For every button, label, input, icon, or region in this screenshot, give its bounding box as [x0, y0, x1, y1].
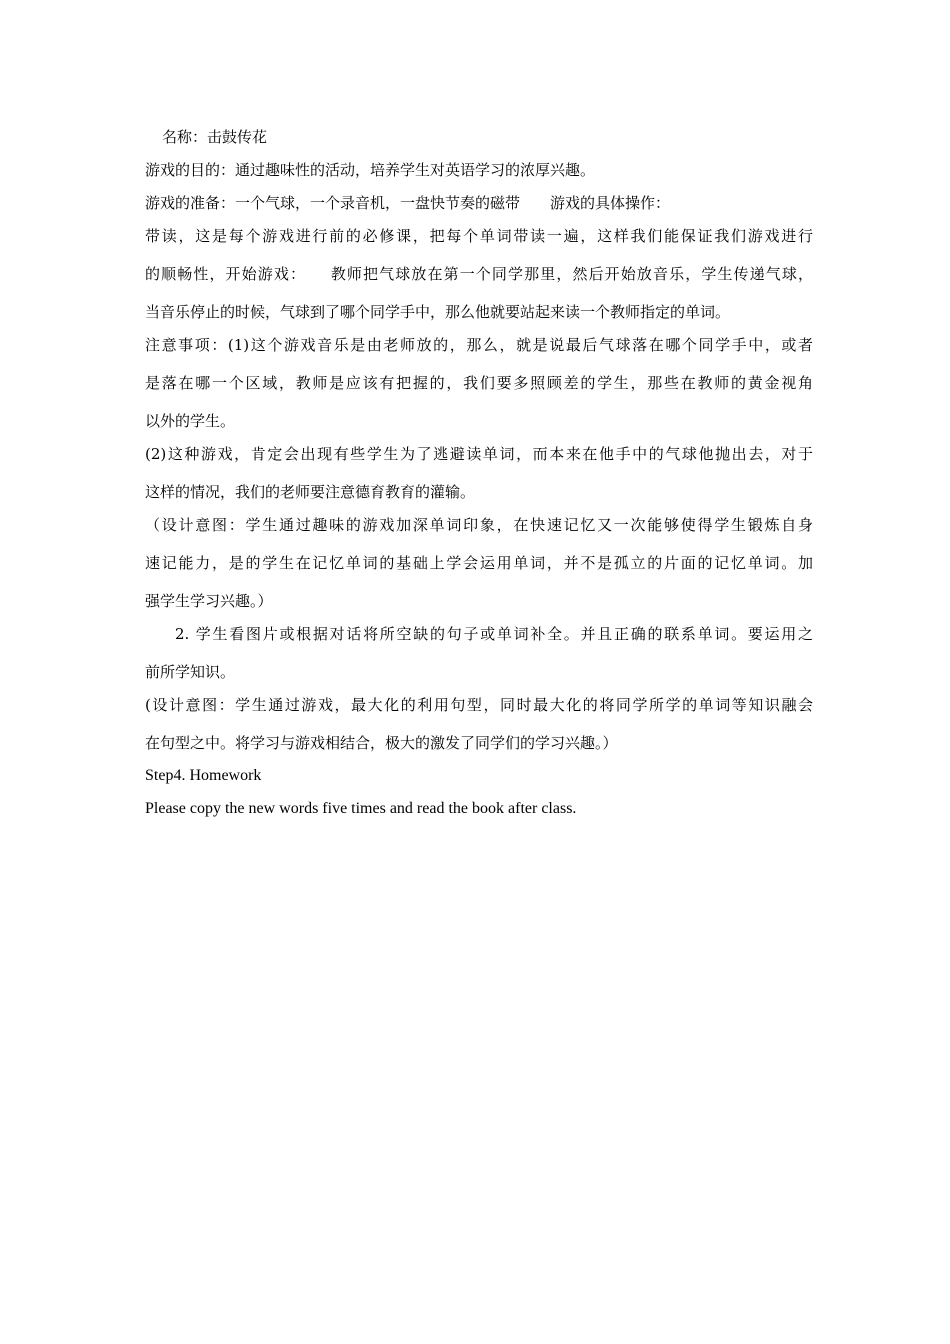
game-purpose-line: 游戏的目的：通过趣味性的活动，培养学生对英语学习的浓厚兴趣。: [145, 161, 596, 179]
game-name-line: 名称：击鼓传花: [162, 128, 268, 146]
procedure-line-1: 带读，这是每个游戏进行前的必修课，把每个单词带读一遍，这样我们能保证我们游戏进行: [145, 227, 813, 245]
procedure-line-2: 的顺畅性，开始游戏： 教师把气球放在第一个同学那里，然后开始放音乐，学生传递气球，: [145, 265, 813, 283]
activity-2-line-2: 前所学知识。: [145, 663, 236, 681]
homework-heading: Step4. Homework: [145, 767, 262, 784]
design-intent-1-line-2: 速记能力，是的学生在记忆单词的基础上学会运用单词，并不是孤立的片面的记忆单词。加: [145, 554, 813, 572]
game-preparation-line: 游戏的准备：一个气球，一个录音机，一盘快节奏的磁带 游戏的具体操作：: [145, 194, 671, 212]
notes-line-1: 注意事项：(1)这个游戏音乐是由老师放的，那么，就是说最后气球落在哪个同学手中，或者: [145, 336, 813, 354]
design-intent-1-line-1: （设计意图：学生通过趣味的游戏加深单词印象，在快速记忆又一次能够使得学生锻炼自身: [145, 516, 813, 534]
notes-line-3: 以外的学生。: [145, 412, 236, 430]
design-intent-1-line-3: 强学生学习兴趣。）: [145, 592, 273, 610]
document-body: [145, 123, 813, 819]
notes-line-2: 是落在哪一个区域，教师是应该有把握的，我们要多照顾差的学生，那些在教师的黄金视角: [145, 374, 813, 392]
notes-2-line-2: 这样的情况，我们的老师要注意德育教育的灌输。: [145, 483, 476, 501]
procedure-line-3: 当音乐停止的时候，气球到了哪个同学手中，那么他就要站起来读一个教师指定的单词。: [145, 303, 731, 321]
design-intent-2-line-2: 在句型之中。将学习与游戏相结合，极大的激发了同学们的学习兴趣。）: [145, 734, 618, 752]
activity-2-line-1: 2. 学生看图片或根据对话将所空缺的句子或单词补全。并且正确的联系单词。要运用之: [175, 625, 813, 643]
notes-2-line-1: (2)这种游戏，肯定会出现有些学生为了逃避读单词，而本来在他手中的气球他抛出去，对于: [145, 445, 813, 463]
homework-text: Please copy the new words five times and read the book after class.: [145, 800, 577, 817]
design-intent-2-line-1: (设计意图：学生通过游戏，最大化的利用句型，同时最大化的将同学所学的单词等知识融会: [145, 696, 813, 714]
